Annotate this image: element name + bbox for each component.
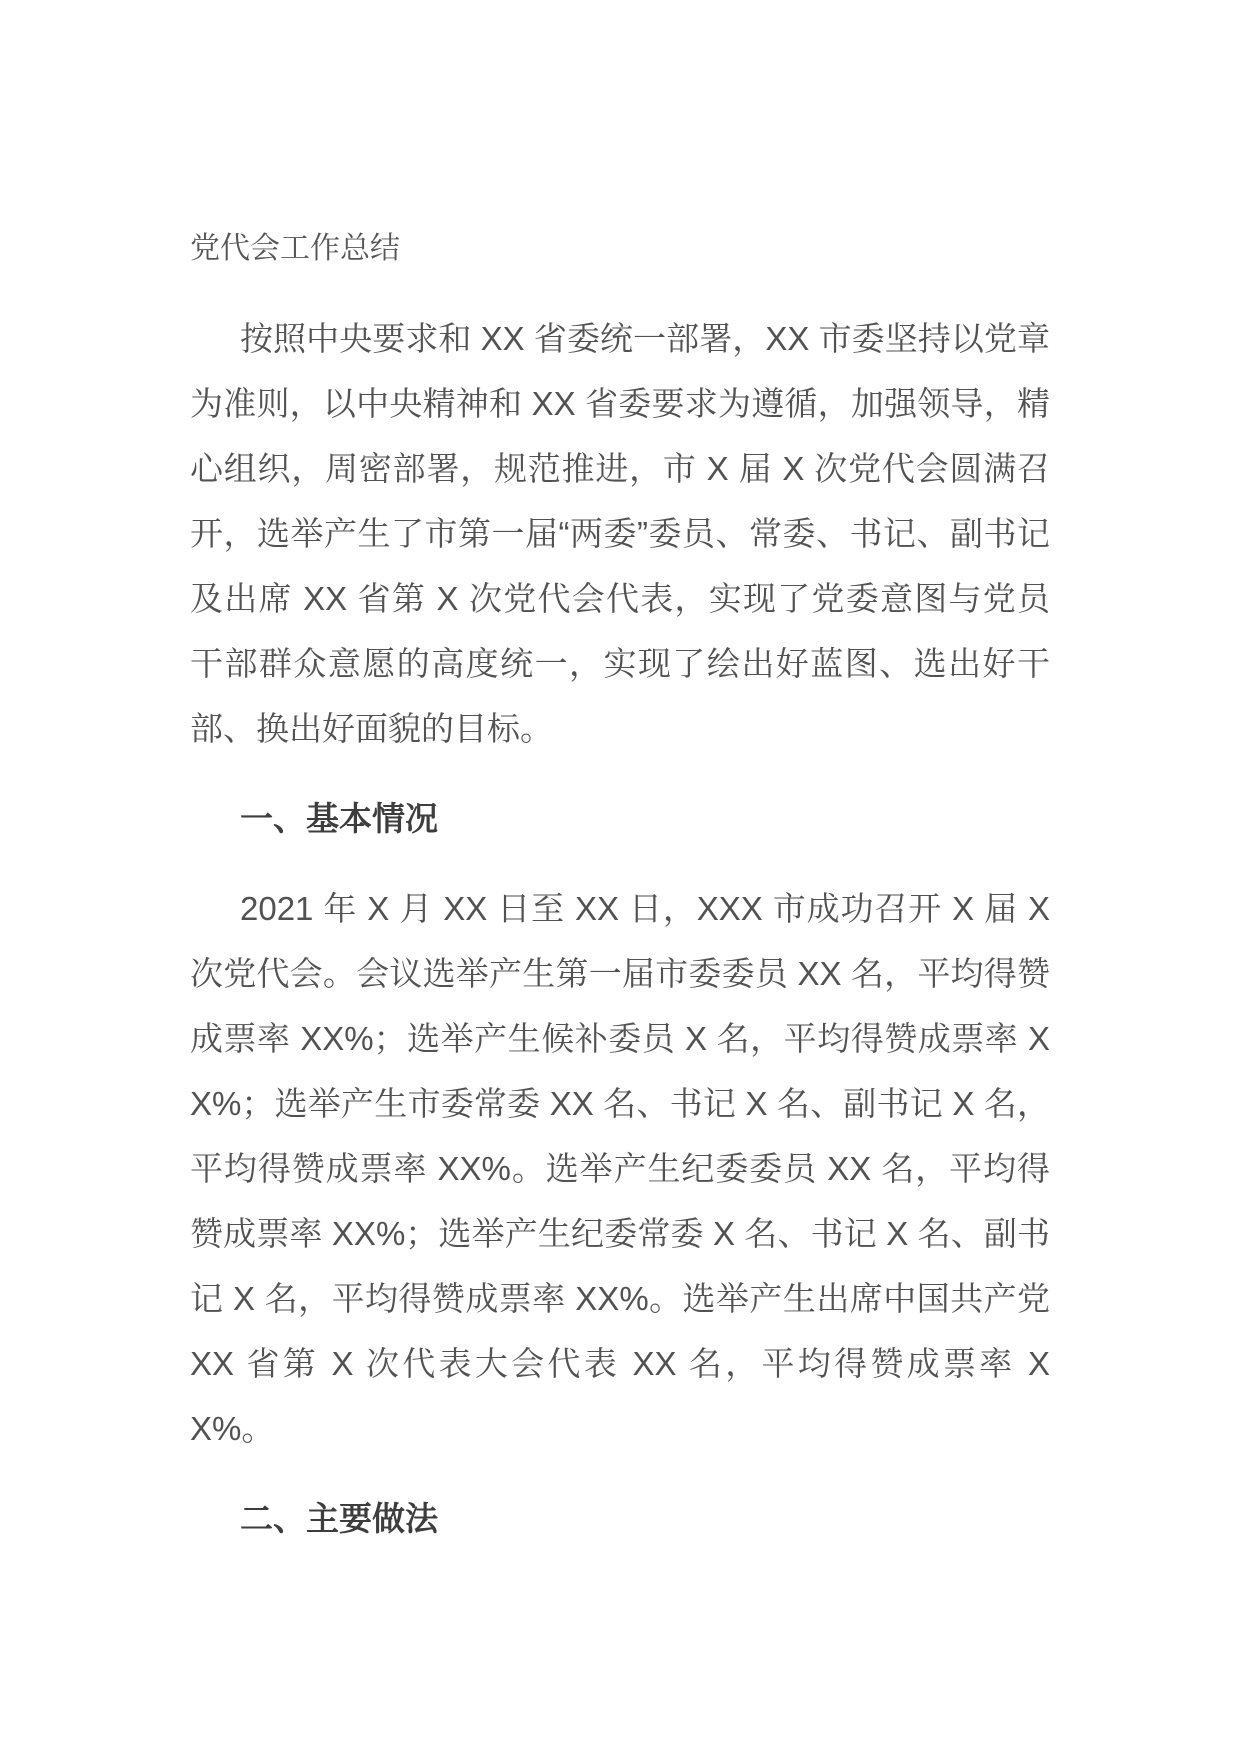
intro-paragraph: 按照中央要求和 XX 省委统一部署，XX 市委坚持以党章为准则，以中央精神和 XX 省委要求为遵循，加强领导，精心组织，周密部署，规范推进，市 X 届 X 次党代会圆满召开，选举产生了市第一届“两委”委员、常委、书记、副书记及出席 XX 省第 X 次党代会代表，实现了党委意图与党员干部群众意愿的高度统一，实现了绘出好蓝图、选出好干部、换出好面貌的目标。 [190,320,1050,747]
basic-situation-paragraph: 2021 年 X 月 XX 日至 XX 日，XXX 市成功召开 X 届 X 次党代会。会议选举产生第一届市委委员 XX 名，平均得赞成票率 XX%；选举产生候补委员 X 名，平均得赞成票率 XX%；选举产生市委常委 XX 名、书记 X 名、副书记 X 名，平均得赞成票率 XX%。选举产生纪委委员 XX 名，平均得赞成票率 XX%；选举产生纪委常委 X 名、书记 X 名、副书记 X 名，平均得赞成票率 XX%。选举产生出席中国共产党 XX 省第 X 次代表大会代表 XX 名，平均得赞成票率 XX%。 [190,890,1050,1447]
section-heading-main-practices: 二、主要做法 [240,1500,438,1537]
document-title: 党代会工作总结 [190,232,400,265]
section-heading-basic-situation: 一、基本情况 [240,800,438,837]
